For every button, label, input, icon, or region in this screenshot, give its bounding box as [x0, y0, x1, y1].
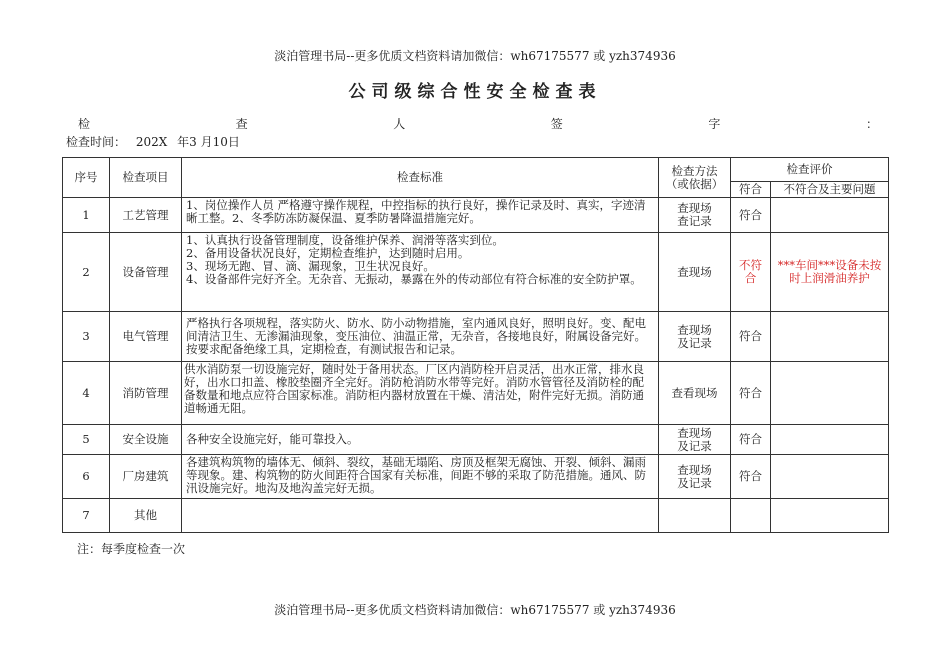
table-row	[63, 425, 889, 455]
table-row	[63, 233, 889, 312]
header-item: 检查项目	[110, 158, 182, 198]
table-row	[63, 499, 889, 533]
row-standard: 供水消防泵一切设施完好，随时处于备用状态。厂区内消防栓开启灵活，出水正常，排水良好，出水口扣盖、橡胶垫圈齐全完好。消防枪消防水带等完好。消防水管管径及消防栓的配备数量和地点应符合国家标准。消防柜内器材放置在干燥、清洁处，附件完好无损。消防通道畅通无阻。	[182, 362, 659, 425]
inspect-time-year: 202X	[135, 135, 168, 149]
header-evaluation: 检查评价	[731, 158, 889, 182]
row-method	[659, 499, 731, 533]
header-note: 淡泊管理书局--更多优质文档资料请加微信：wh67175577 或 yzh374936	[274, 49, 676, 63]
inspector-label-char: ：	[865, 117, 878, 131]
row-conform: 符合	[731, 455, 771, 499]
row-method: 查现场 查记录	[659, 198, 731, 233]
row-issue	[771, 362, 889, 425]
row-no: 4	[63, 362, 110, 425]
header-conform: 符合	[731, 182, 771, 198]
row-method: 查看现场	[659, 362, 731, 425]
row-method: 查现场 及记录	[659, 425, 731, 455]
row-issue	[771, 312, 889, 362]
row-standard: 1、岗位操作人员 严格遵守操作规程，中控指标的执行良好，操作记录及时、真实，字迹清晰工整。2、冬季防冻防凝保温、夏季防暑降温措施完好。	[182, 198, 659, 233]
inspector-label-char: 查	[235, 117, 248, 131]
inspector-label-char: 人	[393, 117, 406, 131]
row-standard: 1、认真执行设备管理制度，设备维护保养、润滑等落实到位。 2、备用设备状况良好，定期检查维护，达到随时启用。 3、现场无跑、冒、滴、漏现象，卫生状况良好。 4、设备部件完好齐全。无杂音、无振动，暴露在外的传动部位有符合标准的安全防护罩。	[182, 233, 659, 312]
row-no: 2	[63, 233, 110, 312]
row-issue	[771, 425, 889, 455]
row-item: 安全设施	[110, 425, 182, 455]
footer-note: 淡泊管理书局--更多优质文档资料请加微信：wh67175577 或 yzh374936	[274, 603, 676, 617]
inspect-time-label: 检查时间：	[66, 135, 127, 149]
footnote: 注：每季度检查一次	[77, 542, 186, 556]
header-standard: 检查标准	[182, 158, 659, 198]
row-item: 其他	[110, 499, 182, 533]
header-no: 序号	[63, 158, 110, 198]
row-item: 消防管理	[110, 362, 182, 425]
row-conform: 符合	[731, 198, 771, 233]
page-title: 公司级综合性安全检查表	[348, 82, 602, 102]
inspector-label-char: 签	[550, 117, 563, 131]
row-item: 设备管理	[110, 233, 182, 312]
row-issue	[771, 198, 889, 233]
header-method: 检查方法（或依据）	[659, 158, 731, 198]
row-item: 厂房建筑	[110, 455, 182, 499]
row-standard	[182, 499, 659, 533]
row-conform: 符合	[731, 312, 771, 362]
inspection-table	[62, 157, 889, 533]
row-no: 5	[63, 425, 110, 455]
row-no: 3	[63, 312, 110, 362]
table-row	[63, 455, 889, 499]
inspect-time	[66, 133, 246, 150]
header-row	[63, 158, 889, 182]
row-conform: 不符合	[731, 233, 771, 312]
row-conform: 符合	[731, 362, 771, 425]
row-issue: ***车间***设备未按时上润滑油养护	[771, 233, 889, 312]
row-conform	[731, 499, 771, 533]
row-method: 查现场 及记录	[659, 455, 731, 499]
row-standard: 各建筑构筑物的墙体无、倾斜、裂纹，基础无塌陷、房顶及框架无腐蚀、开裂、倾斜、漏雨等现象。建、构筑物的防火间距符合国家有关标准，间距不够的采取了防范措施。通风、防汛设施完好。地沟及地沟盖完好无损。	[182, 455, 659, 499]
row-method: 查现场	[659, 233, 731, 312]
row-no: 1	[63, 198, 110, 233]
table-row	[63, 362, 889, 425]
header-nonconform: 不符合及主要问题	[771, 182, 889, 198]
row-method: 查现场 及记录	[659, 312, 731, 362]
table-row	[63, 312, 889, 362]
inspector-label-char: 检	[78, 117, 91, 131]
row-issue	[771, 455, 889, 499]
inspect-time-date: 年3 月10日	[177, 135, 240, 149]
row-item: 工艺管理	[110, 198, 182, 233]
inspector-signature-row	[78, 115, 878, 131]
row-no: 6	[63, 455, 110, 499]
row-standard: 各种安全设施完好，能可靠投入。	[182, 425, 659, 455]
row-standard: 严格执行各项规程，落实防火、防水、防小动物措施，室内通风良好，照明良好。变、配电间清洁卫生、无渗漏油现象，变压油位、油温正常，无杂音，各接地良好，附属设备完好。按要求配备绝缘工具，定期检查，有测试报告和记录。	[182, 312, 659, 362]
row-conform: 符合	[731, 425, 771, 455]
row-item: 电气管理	[110, 312, 182, 362]
row-issue	[771, 499, 889, 533]
table-row	[63, 198, 889, 233]
inspector-label-char: 字	[708, 117, 721, 131]
row-no: 7	[63, 499, 110, 533]
